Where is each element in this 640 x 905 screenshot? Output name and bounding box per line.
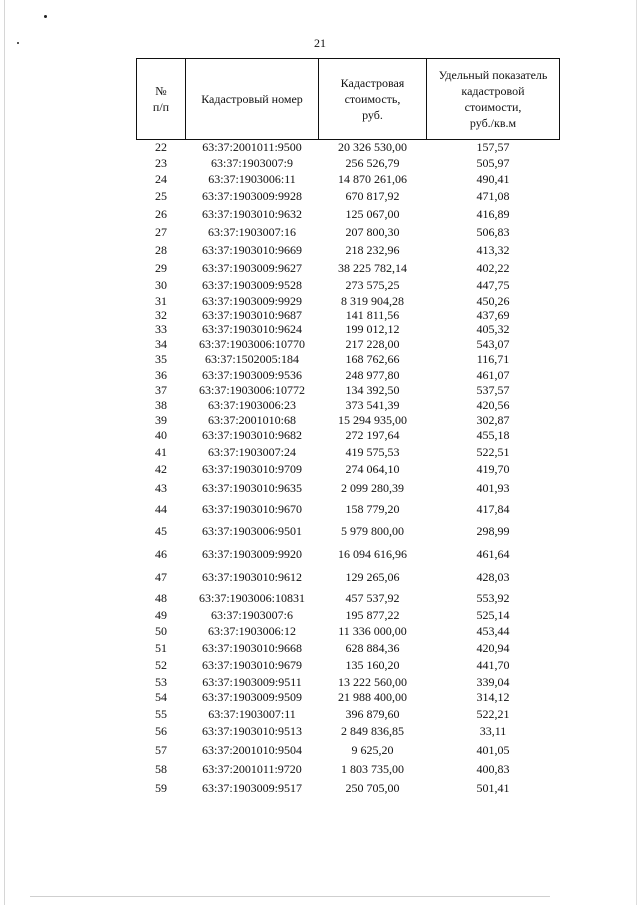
cell-cadastral-number: 63:37:1903010:9668: [201, 640, 302, 655]
table-row: [137, 706, 560, 723]
cell-specific-value: 553,92: [476, 590, 510, 605]
cell-cadastral-value: 195 877,22: [345, 608, 400, 622]
cell-index: 29: [155, 261, 167, 275]
cell-cadastral-number: 63:37:1903009:9509: [201, 690, 302, 704]
cell-cadastral-number: 63:37:1903006:23: [207, 397, 296, 412]
cell-specific-value: 420,94: [476, 640, 510, 655]
cell-cadastral-value: 8 319 904,28: [341, 293, 404, 308]
cell-specific-value: 461,64: [476, 546, 510, 561]
cell-cadastral-number: 63:37:1903007:6: [210, 608, 293, 622]
cell-cadastral-number: 63:37:1903006:10831: [198, 590, 305, 605]
cell-specific-value: 401,05: [476, 742, 510, 757]
cell-cadastral-value: 218 232,96: [345, 243, 400, 257]
cell-cadastral-number: 63:37:1903009:9928: [201, 189, 302, 203]
table-row: [137, 294, 560, 309]
cell-cadastral-value: 274 064,10: [345, 462, 400, 476]
cell-specific-value: 450,26: [476, 293, 510, 308]
scan-speck: [44, 15, 47, 18]
cell-index: 51: [155, 640, 167, 655]
cell-cadastral-number: 63:37:2001010:9504: [201, 742, 302, 757]
cell-index: 32: [155, 308, 167, 322]
cell-cadastral-value: 141 811,56: [345, 308, 400, 322]
cell-specific-value: 490,41: [476, 172, 510, 186]
cell-specific-value: 405,32: [476, 322, 510, 336]
cell-cadastral-value: 135 160,20: [345, 658, 400, 672]
cell-cadastral-value: 9 625,20: [351, 742, 394, 757]
table-row: [137, 624, 560, 640]
cell-cadastral-number: 63:37:1903010:9679: [201, 658, 302, 672]
cell-specific-value: 471,08: [476, 189, 510, 203]
cell-index: 55: [155, 706, 167, 721]
cell-cadastral-number: 63:37:1903010:9635: [201, 481, 302, 495]
cell-cadastral-number: 63:37:1903006:12: [207, 624, 296, 638]
table-row: [137, 206, 560, 224]
cell-specific-value: 543,07: [476, 336, 510, 351]
cell-index: 24: [155, 172, 167, 186]
cell-index: 46: [155, 546, 167, 561]
cell-cadastral-value: 250 705,00: [345, 780, 400, 795]
cell-specific-value: 302,87: [476, 412, 510, 427]
cell-cadastral-number: 63:37:1903009:9627: [201, 261, 302, 275]
cell-cadastral-value: 14 870 261,06: [338, 172, 407, 186]
cell-cadastral-number: 63:37:1903007:24: [207, 444, 296, 459]
cell-index: 44: [155, 502, 167, 516]
cell-cadastral-value: 168 762,66: [345, 352, 400, 366]
table-row: [137, 398, 560, 413]
cell-index: 50: [155, 624, 167, 638]
cell-specific-value: 420,56: [476, 397, 510, 412]
cell-specific-value: 116,71: [476, 352, 510, 366]
table-row: [137, 188, 560, 206]
cell-cadastral-number: 63:37:1903007:11: [208, 706, 296, 721]
cell-cadastral-number: 63:37:2001011:9500: [202, 140, 302, 155]
table-row: [137, 156, 560, 172]
cell-cadastral-value: 248 977,80: [345, 367, 400, 382]
cell-specific-value: 416,89: [476, 207, 510, 221]
cell-cadastral-value: 419 575,53: [345, 444, 400, 459]
cell-index: 36: [155, 367, 167, 382]
cell-cadastral-number: 63:37:2001010:68: [207, 412, 296, 427]
cell-specific-value: 505,97: [476, 156, 510, 170]
table-row: [137, 224, 560, 242]
cell-cadastral-number: 63:37:1903006:10772: [198, 382, 305, 397]
cell-specific-value: 417,84: [476, 502, 510, 516]
header-specific-value: Удельный показатель кадастровой стоимости, руб./кв.м: [427, 59, 560, 140]
table-row: [137, 309, 560, 323]
table-row: [137, 608, 560, 624]
cell-specific-value: 339,04: [476, 674, 510, 689]
table-row: [137, 278, 560, 294]
table-row: [137, 323, 560, 337]
cell-index: 43: [155, 481, 167, 495]
cell-cadastral-value: 5 979 800,00: [341, 524, 404, 538]
cell-index: 53: [155, 674, 167, 689]
cell-specific-value: 453,44: [476, 624, 510, 638]
cell-cadastral-value: 13 222 560,00: [338, 674, 407, 689]
cell-index: 59: [155, 780, 167, 795]
cell-specific-value: 522,51: [476, 444, 510, 459]
cell-specific-value: 537,57: [476, 382, 510, 397]
cell-cadastral-value: 217 228,00: [345, 336, 400, 351]
table-row: [137, 242, 560, 260]
scan-edge-right: [636, 0, 637, 905]
cell-cadastral-value: 207 800,30: [345, 225, 400, 239]
table-row: [137, 589, 560, 608]
table-row: [137, 499, 560, 521]
cell-index: 42: [155, 462, 167, 476]
cell-cadastral-value: 199 012,12: [345, 322, 400, 336]
cell-cadastral-value: 2 099 280,39: [341, 481, 404, 495]
cell-cadastral-number: 63:37:1903007:9: [210, 156, 293, 170]
cell-specific-value: 455,18: [476, 428, 510, 442]
cell-index: 47: [155, 569, 167, 584]
cell-cadastral-number: 63:37:1903010:9687: [201, 308, 302, 322]
cell-cadastral-value: 670 817,92: [345, 189, 400, 203]
cell-cadastral-number: 63:37:1903010:9682: [201, 428, 302, 442]
cell-cadastral-number: 63:37:2001011:9720: [202, 761, 302, 776]
cell-specific-value: 402,22: [476, 261, 510, 275]
cell-cadastral-value: 628 884,36: [345, 640, 400, 655]
cell-index: 41: [155, 444, 167, 459]
cell-index: 45: [155, 524, 167, 538]
cell-cadastral-value: 129 265,06: [345, 569, 400, 584]
scan-bottom-rule: [30, 896, 550, 897]
cell-cadastral-number: 63:37:1903009:9920: [201, 546, 302, 561]
table-row: [137, 172, 560, 188]
cell-cadastral-number: 63:37:1903010:9669: [201, 243, 302, 257]
cell-index: 22: [155, 140, 167, 155]
cell-cadastral-value: 38 225 782,14: [338, 261, 407, 275]
table-row: [137, 140, 560, 156]
cell-specific-value: 401,93: [476, 481, 510, 495]
cell-index: 40: [155, 428, 167, 442]
cell-cadastral-number: 63:37:1903009:9517: [201, 780, 302, 795]
cell-specific-value: 428,03: [476, 569, 510, 584]
cell-index: 34: [155, 336, 167, 351]
table-row: [137, 479, 560, 499]
cell-index: 30: [155, 278, 167, 292]
table-row: [137, 760, 560, 779]
cell-cadastral-number: 63:37:1903006:10770: [198, 336, 305, 351]
cell-cadastral-value: 20 326 530,00: [338, 140, 407, 155]
cell-cadastral-value: 15 294 935,00: [338, 412, 407, 427]
cadastral-table: [136, 58, 560, 798]
table-body: [137, 140, 560, 798]
cell-specific-value: 33,11: [479, 724, 507, 738]
cell-cadastral-value: 2 849 836,85: [341, 724, 404, 738]
cell-cadastral-number: 63:37:1903010:9513: [201, 724, 302, 738]
table-row: [137, 383, 560, 398]
cell-specific-value: 298,99: [476, 524, 510, 538]
cell-cadastral-value: 125 067,00: [345, 207, 400, 221]
table-row: [137, 337, 560, 352]
cell-specific-value: 447,75: [476, 278, 510, 292]
cell-index: 31: [155, 293, 167, 308]
table-row: [137, 640, 560, 657]
cell-index: 28: [155, 243, 167, 257]
table-row: [137, 543, 560, 566]
cell-index: 38: [155, 397, 167, 412]
cell-cadastral-value: 16 094 616,96: [338, 546, 407, 561]
page-number: 21: [314, 36, 326, 50]
cell-index: 39: [155, 412, 167, 427]
table-row: [137, 521, 560, 543]
cell-cadastral-value: 273 575,25: [345, 278, 400, 292]
cell-index: 35: [155, 352, 167, 366]
cell-index: 37: [155, 382, 167, 397]
cell-specific-value: 400,83: [476, 761, 510, 776]
table-header: [137, 59, 560, 140]
table-row: [137, 260, 560, 278]
table-row: [137, 675, 560, 690]
cell-cadastral-number: 63:37:1903006:9501: [201, 524, 302, 538]
cell-cadastral-number: 63:37:1903009:9528: [201, 278, 302, 292]
cell-cadastral-number: 63:37:1903007:16: [207, 225, 296, 239]
cell-cadastral-value: 373 541,39: [345, 397, 400, 412]
cell-cadastral-value: 158 779,20: [345, 502, 400, 516]
table-row: [137, 428, 560, 444]
cell-index: 33: [155, 322, 167, 336]
cell-cadastral-number: 63:37:1903010:9670: [201, 502, 302, 516]
cell-cadastral-value: 396 879,60: [345, 706, 400, 721]
cell-specific-value: 314,12: [476, 690, 510, 704]
header-row: [137, 59, 560, 140]
cell-cadastral-value: 272 197,64: [345, 428, 400, 442]
cell-cadastral-number: 63:37:1903006:11: [208, 172, 296, 186]
cell-index: 57: [155, 742, 167, 757]
cell-specific-value: 461,07: [476, 367, 510, 382]
cell-cadastral-number: 63:37:1903010:9612: [201, 569, 302, 584]
scan-edge-left: [4, 0, 5, 905]
cell-cadastral-value: 1 803 735,00: [341, 761, 404, 776]
table-row: [137, 368, 560, 383]
cell-index: 26: [155, 207, 167, 221]
table-row: [137, 413, 560, 428]
cell-index: 23: [155, 156, 167, 170]
cell-index: 25: [155, 189, 167, 203]
cell-specific-value: 522,21: [476, 706, 510, 721]
cell-cadastral-value: 256 526,79: [345, 156, 400, 170]
cell-cadastral-number: 63:37:1903010:9632: [201, 207, 302, 221]
cell-index: 49: [155, 608, 167, 622]
cell-cadastral-value: 134 392,50: [345, 382, 400, 397]
cell-cadastral-number: 63:37:1903010:9624: [201, 322, 302, 336]
table-row: [137, 566, 560, 589]
cell-index: 58: [155, 761, 167, 776]
cell-index: 56: [155, 724, 167, 738]
table-row: [137, 352, 560, 368]
cell-index: 48: [155, 590, 167, 605]
cell-specific-value: 419,70: [476, 462, 510, 476]
cell-specific-value: 437,69: [476, 308, 510, 322]
table-row: [137, 741, 560, 760]
cell-cadastral-value: 11 336 000,00: [338, 624, 407, 638]
header-cadastral-number: Кадастровый номер: [186, 59, 319, 140]
cell-specific-value: 501,41: [476, 780, 510, 795]
cell-specific-value: 441,70: [476, 658, 510, 672]
table-row: [137, 779, 560, 798]
cell-specific-value: 506,83: [476, 225, 510, 239]
cell-specific-value: 157,57: [476, 140, 510, 155]
table-row: [137, 690, 560, 706]
cell-cadastral-number: 63:37:1502005:184: [204, 352, 299, 366]
header-cadastral-value: Кадастровая стоимость, руб.: [319, 59, 427, 140]
cell-cadastral-number: 63:37:1903010:9709: [201, 462, 302, 476]
cell-index: 27: [155, 225, 167, 239]
table-row: [137, 444, 560, 461]
cell-cadastral-number: 63:37:1903009:9511: [202, 674, 302, 689]
table-row: [137, 461, 560, 479]
table-row: [137, 657, 560, 675]
cell-index: 52: [155, 658, 167, 672]
header-index: № п/п: [137, 59, 186, 140]
cell-cadastral-value: 21 988 400,00: [338, 690, 407, 704]
cell-index: 54: [155, 690, 167, 704]
cell-specific-value: 413,32: [476, 243, 510, 257]
cell-cadastral-number: 63:37:1903009:9929: [201, 293, 302, 308]
cell-cadastral-value: 457 537,92: [345, 590, 400, 605]
cell-cadastral-number: 63:37:1903009:9536: [201, 367, 302, 382]
cell-specific-value: 525,14: [476, 608, 510, 622]
table-row: [137, 723, 560, 741]
